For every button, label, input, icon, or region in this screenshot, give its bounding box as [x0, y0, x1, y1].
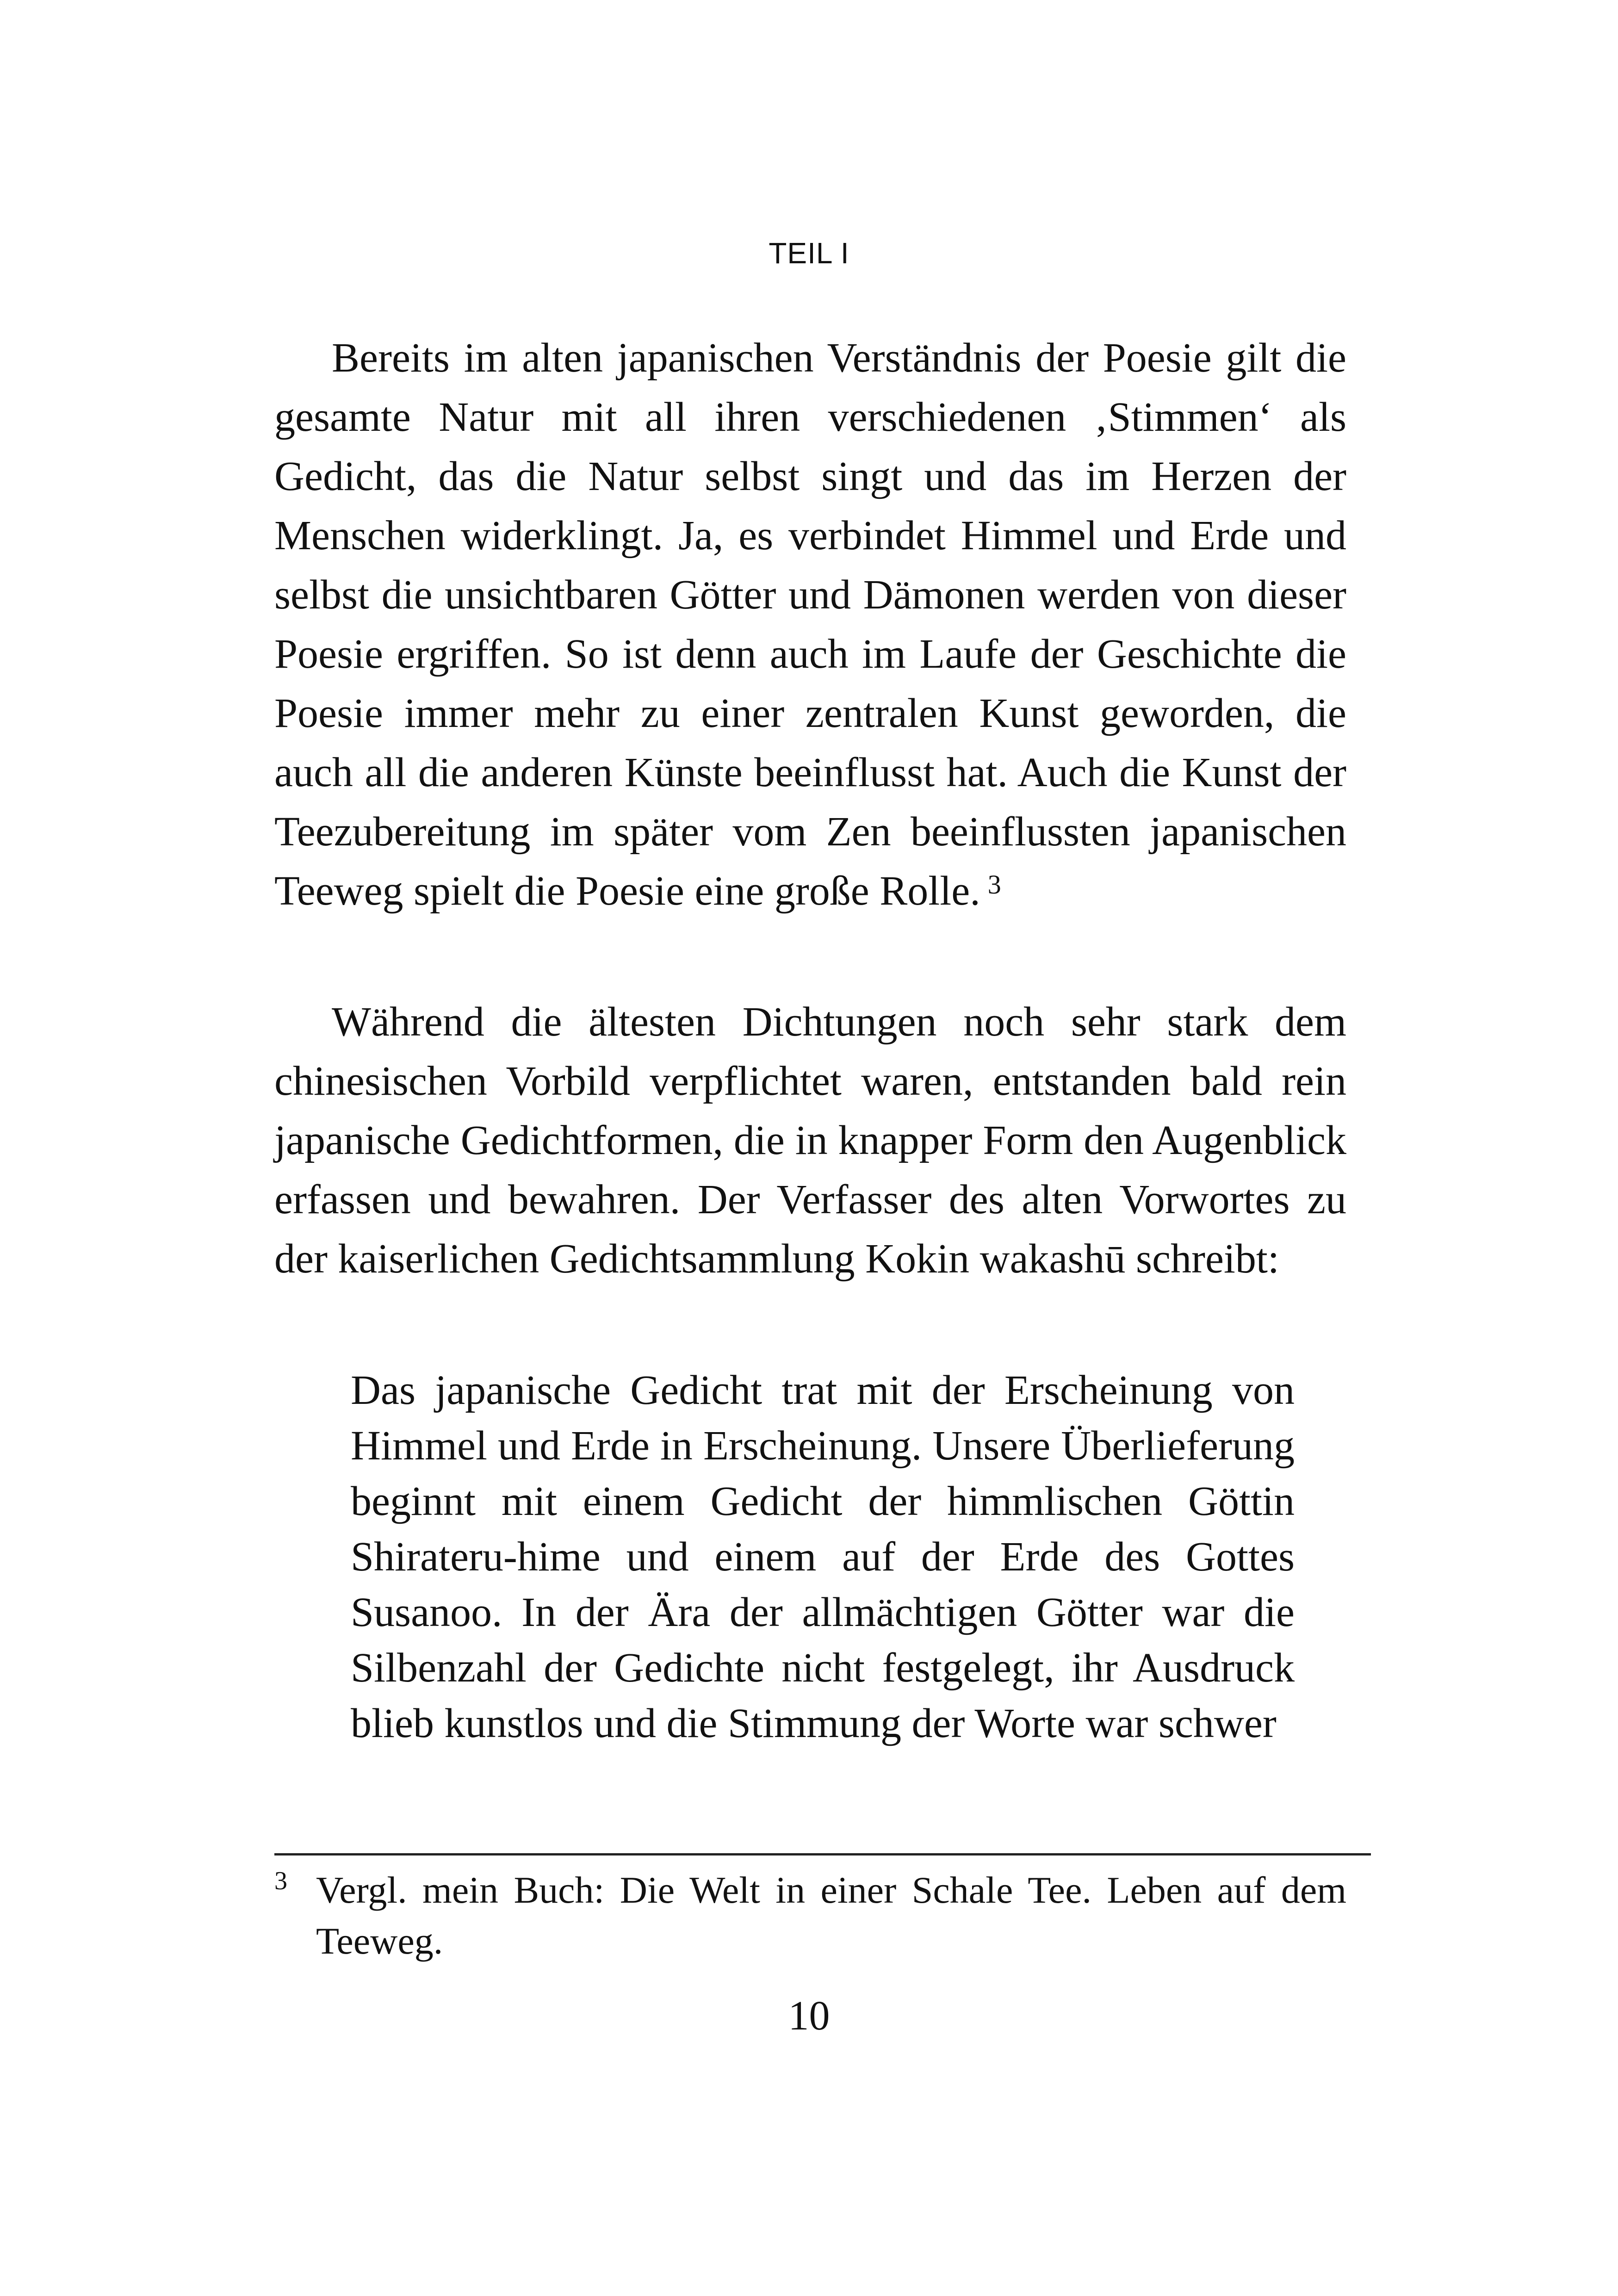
footnote-reference[interactable]: 3 — [987, 869, 1001, 900]
footnote-text: Vergl. mein Buch: Die Welt in einer Schale Tee. Leben auf dem Teeweg. — [316, 1869, 1346, 1962]
body-paragraph-2: Während die ältesten Dichtungen noch sehr stark dem chinesischen Vorbild verpflichtet waren, entstanden bald rein japanische Gedichtformen, die in knapper Form den Augenblick erfassen und bewahren. Der Verfasser des alten Vorwortes zu der kaiserlichen Gedichtsammlung Kokin wakashū schreibt: — [274, 999, 1346, 1282]
running-header: TEIL I — [769, 236, 849, 270]
footnote-divider — [274, 1853, 1371, 1855]
footnote-number: 3 — [274, 1867, 287, 1895]
block-quotation: Das japanische Gedicht trat mit der Erscheinung von Himmel und Erde in Erscheinung. Unsere Überlieferung beginnt mit einem Gedicht der himmlischen Göttin Shirateru-hime und einem auf der Erde des Gottes Susanoo. In der Ära der allmächtigen Götter war die Silbenzahl der Gedichte nicht festgelegt, ihr Ausdruck blieb kunstlos und die Stimmung der Worte war schwer — [351, 1367, 1295, 1746]
body-paragraph-1 — [274, 329, 1346, 921]
footnote — [274, 1865, 1346, 1967]
paragraph-1-text: Bereits im alten japanischen Verständnis der Poesie gilt die gesamte Natur mit all ihren verschiedenen ‚Stimmen‘ als Gedicht, das die Natur selbst singt und das im Herzen der Menschen widerklingt. Ja, es verbindet Himmel und Erde und selbst die unsichtbaren Götter und Dämonen werden von dieser Poesie ergriffen. So ist denn auch im Laufe der Geschichte die Poesie immer mehr zu einer zentralen Kunst geworden, die auch all die anderen Künste beeinflusst hat. Auch die Kunst der Teezubereitung im später vom Zen beeinflussten japanischen Teeweg spielt die Poesie eine große Rolle. — [274, 335, 1346, 914]
page-number: 10 — [788, 1993, 830, 2039]
